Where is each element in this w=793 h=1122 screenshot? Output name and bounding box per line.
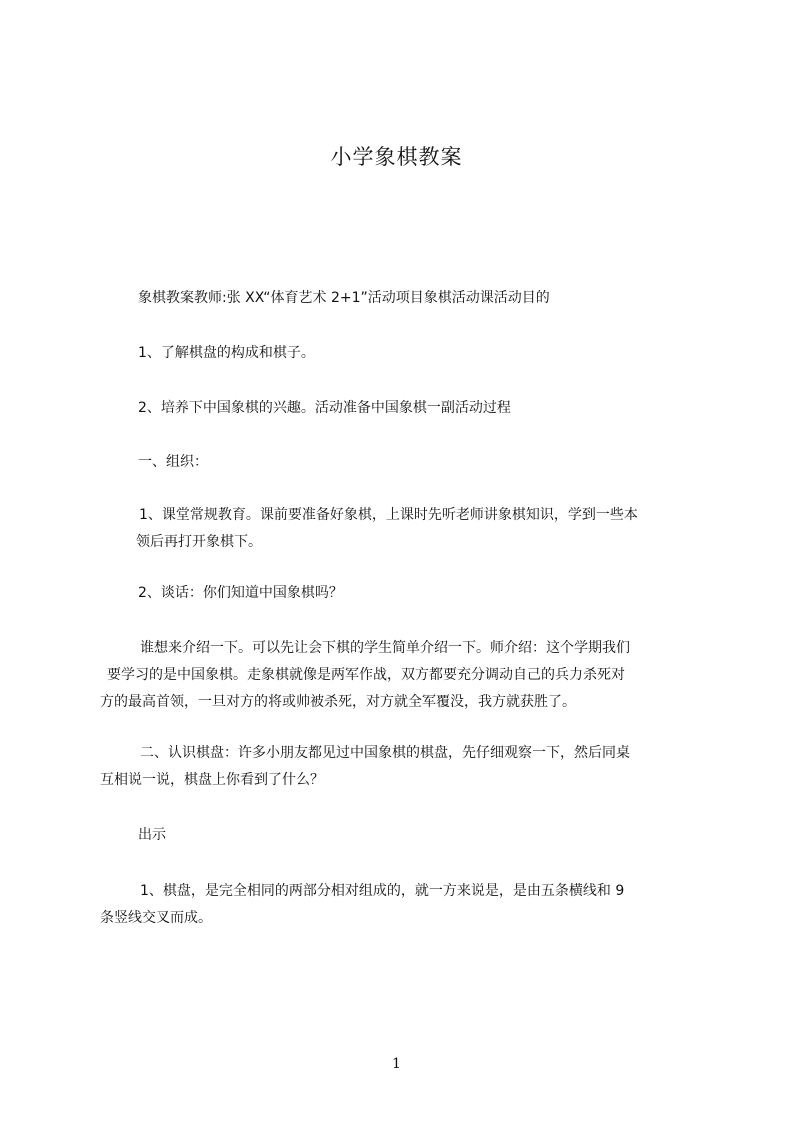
text-line: 二、认识棋盘：许多小朋友都见过中国象棋的棋盘，先仔细观察一下，然后同桌 <box>140 745 630 761</box>
paragraph-show <box>100 822 705 849</box>
text-line: 条竖线交叉而成。 <box>100 910 212 926</box>
paragraph-goal-1 <box>100 340 705 367</box>
text-line: 1、棋盘，是完全相同的两部分相对组成的，就一方来说是，是由五条横线和 9 <box>140 883 625 899</box>
text-line: 互相说一说，棋盘上你看到了什么？ <box>100 772 324 788</box>
paragraph-intro <box>100 285 705 312</box>
text-line: 谁想来介绍一下。可以先让会下棋的学生简单介绍一下。师介绍：这个学期我们 <box>140 640 630 656</box>
text-line: 出示 <box>138 827 166 843</box>
page-number: 1 <box>392 1056 401 1072</box>
paragraph-introduction <box>100 635 705 716</box>
text-line: 象棋教案教师:张 XX“体育艺术 2+1”活动项目象棋活动课活动目的 <box>138 290 550 306</box>
paragraph-section-organize <box>100 449 705 476</box>
paragraph-board-description <box>100 878 705 932</box>
paragraph-classroom-routine <box>100 502 705 556</box>
text-line: 方的最高首领，一旦对方的将或帅被杀死，对方就全军覆没，我方就获胜了。 <box>100 694 576 710</box>
text-line: 2、培养下中国象棋的兴趣。活动准备中国象棋一副活动过程 <box>138 400 511 416</box>
paragraph-talk <box>100 580 705 607</box>
text-line: 1、课堂常规教育。课前要准备好象棋，上课时先听老师讲象棋知识，学到一些本 <box>139 507 638 523</box>
document-title: 小学象棋教案 <box>330 145 463 169</box>
paragraph-goal-2 <box>100 395 705 422</box>
text-line: 1、了解棋盘的构成和棋子。 <box>138 345 315 361</box>
text-line: 2、谈话：你们知道中国象棋吗？ <box>138 585 343 601</box>
paragraph-know-board <box>100 740 705 794</box>
text-line: 要学习的是中国象棋。走象棋就像是两军作战，双方都要充分调动自己的兵力杀死对 <box>107 667 625 683</box>
text-line: 领后再打开象棋下。 <box>136 534 262 550</box>
text-line: 一、组织： <box>138 454 208 470</box>
